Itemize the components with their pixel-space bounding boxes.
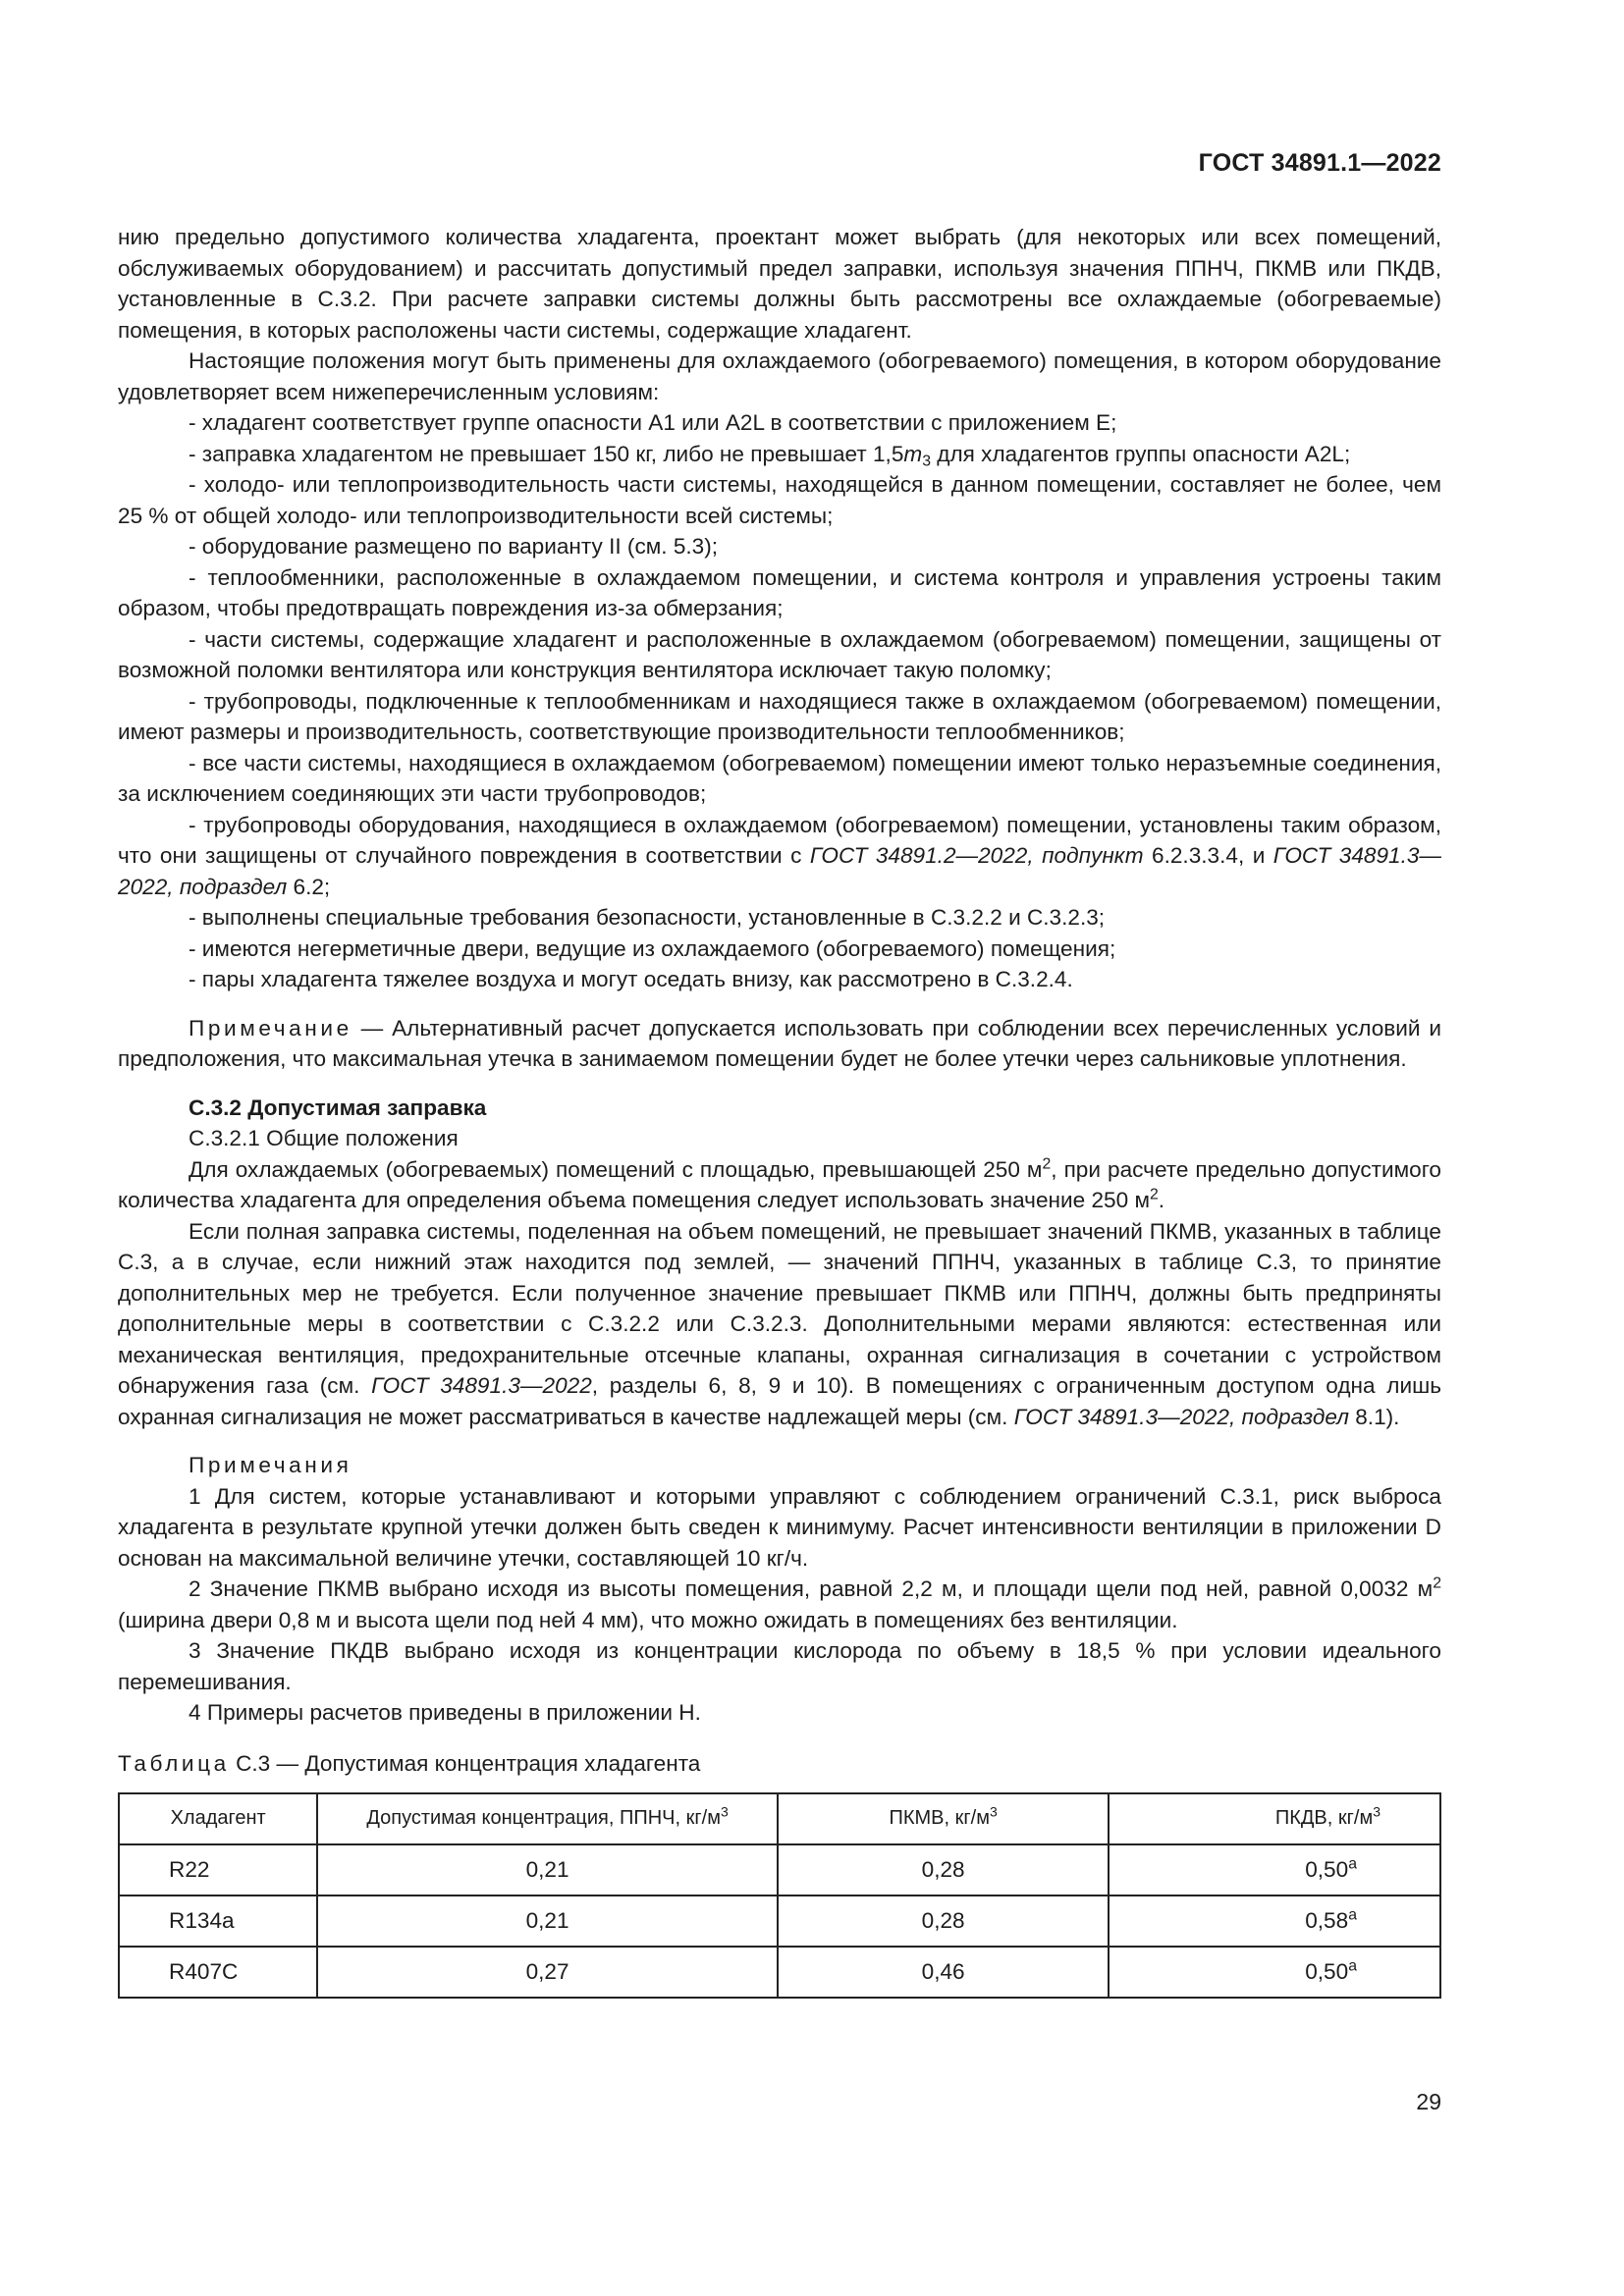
condition-item: - имеются негерметичные двери, ведущие из охлаждаемого (обогреваемого) помещения; <box>189 935 1116 961</box>
condition-item: - части системы, содержащие хладагент и расположенные в охлаждаемом (обогреваемом) помещении, защищены от возможной поломки вентилятора или конструкция вентилятора исключает такую поломку; <box>118 626 1441 682</box>
paragraph: Если полная заправка системы, поделенная на объем помещений, не превышает значений ПКМВ, указанных в таблице С.3, а в случае, если нижний этаж находится под землей, — значений ППНЧ, указанных в таблице С.3, то принятие дополнительных мер не требуется. Если полученное значение превышает ПКМВ или ППНЧ, должны быть предприняты дополнительные меры в соответствии с С.3.2.2 или С.3.2.3. Дополнительными мерами являются: естественная или механическая вентиляция, предохранительные отсечные клапаны, охранная сигнализация в сочетании с устройством обнаружения газа (см. ГОСТ 34891.3—2022, разделы 6, 8, 9 и 10). В помещениях с ограниченным доступом одна лишь охранная сигнализация не может рассматриваться в качестве надлежащей меры (см. ГОСТ 34891.3—2022, подраздел 8.1). <box>118 1218 1441 1429</box>
table-cell: 0,21 <box>317 1844 778 1896</box>
table-row <box>119 1896 1440 1947</box>
note-item: 2 Значение ПКМВ выбрано исходя из высоты помещения, равной 2,2 м, и площади щели под ней, равной 0,0032 $м^2$ (ширина двери 0,8 м и высота щели под ней 4 мм), что можно ожидать в помещениях без вентиляции. <box>118 1575 1441 1632</box>
section-heading: С.3.2 Допустимая заправка <box>189 1095 487 1120</box>
table-cell: 0,46 <box>778 1947 1110 1998</box>
paragraph: Для охлаждаемых (обогреваемых) помещений с площадью, превышающей 250 $м^2$, при расчете предельно допустимого количества хладагента для определения объема помещения следует использовать значение 250 $м^2$. <box>118 1154 1442 1212</box>
table-row <box>119 1947 1440 1998</box>
note-label: Примечание <box>189 1015 352 1041</box>
condition-item: - трубопроводы оборудования, находящиеся в охлаждаемом (обогреваемом) помещении, установлены таким образом, что они защищены от случайного повреждения в соответствии с ГОСТ 34891.2—2022, подпункт 6.2.3.3.4, и ГОСТ 34891.3—2022, подраздел 6.2; <box>118 812 1442 899</box>
table-label: Таблица <box>118 1750 230 1776</box>
condition-item: - все части системы, находящиеся в охлаждаемом (обогреваемом) помещении имеют только неразъемные соединения, за исключением соединяющих эти части трубопроводов; <box>118 750 1441 806</box>
table-cell: 0,28 <box>778 1844 1110 1896</box>
note-item: 4 Примеры расчетов приведены в приложении Н. <box>189 1700 701 1725</box>
table-cell: $0,50^а$ <box>1109 1844 1440 1896</box>
notes-label: Примечания <box>189 1453 352 1477</box>
table-cell: R134a <box>119 1896 317 1947</box>
note-item: 1 Для систем, которые устанавливают и которыми управляют с соблюдением ограничений С.3.1, риск выброса хладагента в результате крупной утечки должен быть сведен к минимуму. Расчет интенсивности вентиляции в приложении D основан на максимальной величине утечки, составляющей 10 кг/ч. <box>118 1483 1441 1571</box>
paragraph: Настоящие положения могут быть применены для охлаждаемого (обогреваемого) помещения, в котором оборудование удовлетворяет всем нижеперечисленным условиям: <box>118 348 1441 404</box>
condition-item: - пары хладагента тяжелее воздуха и могут оседать внизу, как рассмотрено в С.3.2.4. <box>189 967 1073 991</box>
table-cell: 0,27 <box>317 1947 778 1998</box>
table-caption: Таблица С.3 — Допустимая концентрация хладагента <box>118 1750 701 1776</box>
table-cell: $0,58^а$ <box>1109 1896 1440 1947</box>
paragraph: нию предельно допустимого количества хладагента, проектант может выбрать (для некоторых или всех помещений, обслуживаемых оборудованием) и рассчитать допустимый предел заправки, используя значения ППНЧ, ПКМВ или ПКДВ, установленные в С.3.2. При расчете заправки системы должны быть рассмотрены все охлаждаемые (обогреваемые) помещения, в которых расположены части системы, содержащие хладагент. <box>118 225 1441 343</box>
table-cell: 0,21 <box>317 1896 778 1947</box>
page-number: 29 <box>1416 2089 1441 2114</box>
table-cell: R407C <box>119 1947 317 1998</box>
table-header-row <box>119 1793 1440 1844</box>
subsection-heading: С.3.2.1 Общие положения <box>189 1126 459 1150</box>
condition-item: - теплообменники, расположенные в охлаждаемом помещении, и система контроля и управления устроены таким образом, чтобы предотвращать повреждения из-за обмерзания; <box>118 564 1441 620</box>
document-header: ГОСТ 34891.1—2022 <box>1198 149 1441 177</box>
note: Примечание — Альтернативный расчет допускается использовать при соблюдении всех перечисленных условий и предположения, что максимальная утечка в занимаемом помещении будет не более утечки через сальниковые уплотнения. <box>118 1015 1441 1071</box>
condition-item: - заправка хладагентом не превышает 150 кг, либо не превышает $1,5m_3$ для хладагентов группы опасности А2L; <box>189 441 1351 470</box>
table-cell: $0,50^а$ <box>1109 1947 1440 1998</box>
table-cell: R22 <box>119 1844 317 1896</box>
page-content <box>118 222 1441 1999</box>
table-cell: 0,28 <box>778 1896 1110 1947</box>
condition-item: - холодо- или теплопроизводительность части системы, находящейся в данном помещении, составляет не более, чем 25 % от общей холодо- или теплопроизводительности всей системы; <box>118 472 1441 528</box>
table-header-cell: Допустимая концентрация, ППНЧ, $кг/м^3$ <box>317 1793 778 1844</box>
note-item: 3 Значение ПКДВ выбрано исходя из концентрации кислорода по объему в 18,5 % при условии идеального перемешивания. <box>118 1638 1441 1694</box>
condition-item: - хладагент соответствует группе опасности А1 или А2L в соответствии с приложением Е; <box>189 410 1117 435</box>
table-header-cell: Хладагент <box>119 1793 317 1844</box>
condition-item: - оборудование размещено по варианту II (см. 5.3); <box>189 534 719 559</box>
condition-item: - выполнены специальные требования безопасности, установленные в С.3.2.2 и С.3.2.3; <box>189 905 1106 930</box>
condition-item: - трубопроводы, подключенные к теплообменникам и находящиеся также в охлаждаемом (обогреваемом) помещении, имеют размеры и производительность, соответствующие производительности теплообменников; <box>118 688 1441 744</box>
refrigerant-table <box>118 1792 1441 1999</box>
table-row <box>119 1844 1440 1896</box>
table-header-cell: ПКДВ, $кг/м^3$ <box>1109 1793 1440 1844</box>
table-header-cell: ПКМВ, $кг/м^3$ <box>778 1793 1110 1844</box>
